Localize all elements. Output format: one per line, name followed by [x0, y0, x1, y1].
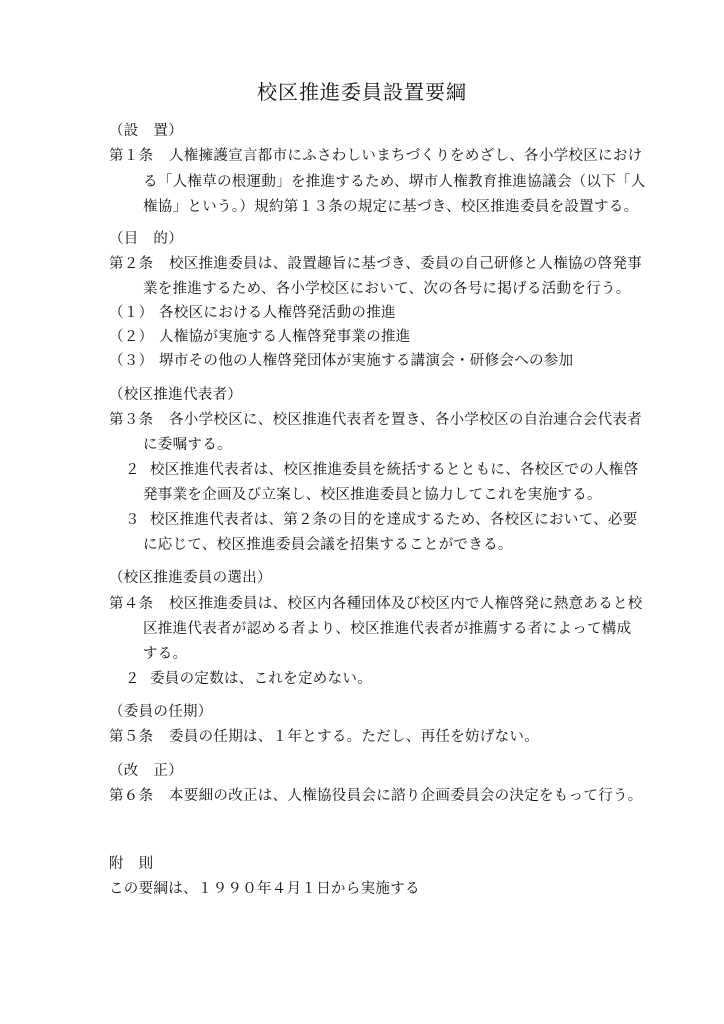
article-5-text: 委員の任期は、１年とする。ただし、再任を妨げない。 [169, 729, 539, 745]
article-4-label: 第４条 [109, 596, 154, 612]
article-5-label: 第５条 [109, 729, 154, 745]
article-3-label: 第３条 [109, 412, 154, 428]
article-2-item-1-number: （１） [109, 305, 154, 321]
article-6-text: 本要細の改正は、人権協役員会に諮り企画委員会の決定をもって行う。 [169, 788, 643, 804]
article-1-heading: （設 置） [109, 123, 183, 139]
article-2-item-2-number: （２） [109, 329, 154, 345]
article-4-paragraph-2-number: ２ [125, 671, 140, 687]
article-4-paragraph-2-text: 委員の定数は、これを定めない。 [150, 671, 372, 687]
article-2-label: 第２条 [109, 256, 154, 272]
article-6-heading: （改 正） [109, 763, 183, 779]
article-3-line-2: に委嘱する。 [143, 437, 232, 453]
article-1-label: 第１条 [109, 148, 154, 164]
supplementary-text: この要綱は、１９９０年４月１日から実施する [109, 881, 420, 897]
article-3-heading: （校区推進代表者） [109, 387, 243, 403]
article-1-line-3: 権協」という。）規約第１３条の規定に基づき、校区推進委員を設置する。 [143, 199, 639, 215]
article-4-line-2: 区推進代表者が認める者より、校区推進代表者が推薦する者によって構成 [143, 621, 632, 637]
article-3-paragraph-2-number: ２ [125, 462, 140, 478]
article-2-line-2: 業を推進するため、各小学校区において、次の各号に掲げる活動を行う。 [143, 281, 631, 297]
article-3-paragraph-3-line-2: に応じて、校区推進委員会議を招集することができる。 [143, 537, 513, 553]
article-3-paragraph-2-line-1: 校区推進代表者は、校区推進委員を統括するとともに、各校区での人権啓 [150, 462, 639, 478]
article-2-item-2-text: 人権協が実施する人権啓発事業の推進 [159, 329, 411, 345]
article-4-heading: （校区推進委員の選出） [109, 570, 272, 586]
article-4-line-1: 校区推進委員は、校区内各種団体及び校区内で人権啓発に熱意あると校 [169, 596, 643, 612]
article-3-line-1: 各小学校区に、校区推進代表者を置き、各小学校区の自治連合会代表者 [169, 412, 643, 428]
article-5-heading: （委員の任期） [109, 704, 213, 720]
article-2-item-1-text: 各校区における人権啓発活動の推進 [159, 305, 396, 321]
article-2-item-3-number: （３） [109, 353, 154, 369]
document-title: 校区推進委員設置要綱 [257, 80, 467, 104]
article-3-paragraph-3-line-1: 校区推進代表者は、第２条の目的を達成するため、各校区において、必要 [150, 512, 638, 528]
article-2-line-1: 校区推進委員は、設置趣旨に基づき、委員の自己研修と人権協の啓発事 [169, 256, 643, 272]
article-1-line-2: る「人権草の根運動」を推進するため、堺市人権教育推進協議会（以下「人 [143, 174, 646, 190]
article-3-paragraph-3-number: ３ [125, 512, 140, 528]
article-2-heading: （目 的） [109, 231, 183, 247]
article-6-label: 第６条 [109, 788, 154, 804]
article-3-paragraph-2-line-2: 発事業を企画及び立案し、校区推進委員と協力してこれを実施する。 [143, 487, 602, 503]
article-2-item-3-text: 堺市その他の人権啓発団体が実施する講演会・研修会への参加 [159, 353, 574, 369]
article-4-line-3: する。 [143, 646, 188, 662]
article-1-line-1: 人権擁護宣言都市にふさわしいまちづくりをめざし、各小学校区におけ [169, 148, 643, 164]
supplementary-heading: 附 則 [109, 856, 154, 872]
